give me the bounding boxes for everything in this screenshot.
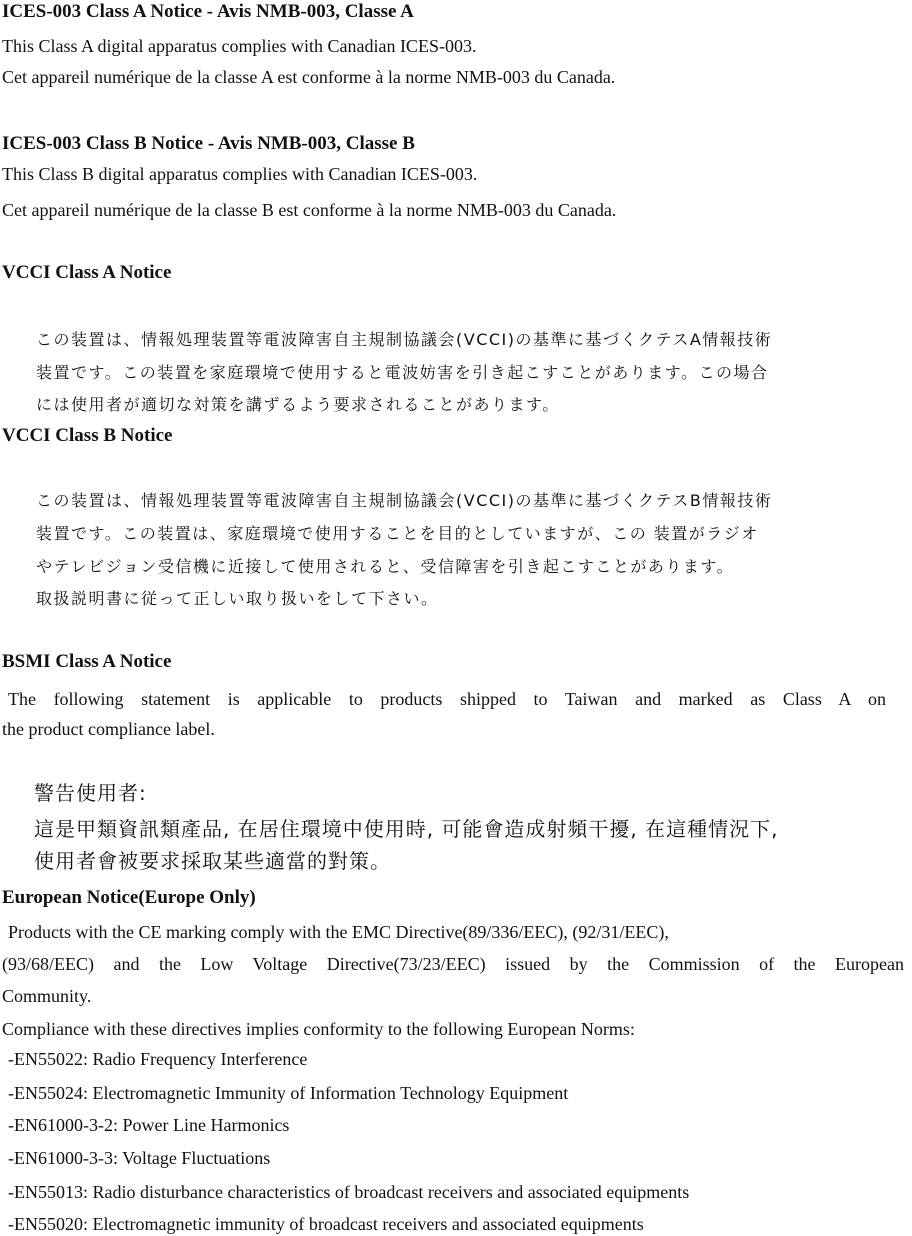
vcci-b-heading: VCCI Class B Notice <box>2 425 173 446</box>
europe-norm-item: -EN61000-3-2: Power Line Harmonics <box>8 1115 290 1135</box>
ices-b-heading: ICES-003 Class B Notice - Avis NMB-003, Classe B <box>2 133 415 154</box>
vcci-a-line: この装置は、情報処理装置等電波障害自主規制協議会(VCCI)の基準に基づくクテスA情報技術 <box>36 330 773 349</box>
bsmi-taiwan-warning: 使用者會被要求採取某些適當的對策。 <box>34 849 391 873</box>
vcci-b-line: 装置です。この装置は、家庭環境で使用することを目的としていますが、この 装置がラジオ <box>36 524 759 543</box>
bsmi-taiwan-warning: 警告使用者: <box>34 781 147 805</box>
europe-paragraph-line: Products with the CE marking comply with the EMC Directive(89/336/EEC), (92/31/EEC), <box>8 922 669 942</box>
vcci-b-line: やテレビジョン受信機に近接して使用されると、受信障害を引き起こすことがあります。 <box>36 557 735 576</box>
ices-a-heading: ICES-003 Class A Notice - Avis NMB-003, Classe A <box>2 1 414 22</box>
ices-a-english: This Class A digital apparatus complies with Canadian ICES-003. <box>2 36 477 56</box>
europe-paragraph-line: Community. <box>2 986 92 1006</box>
vcci-a-line: には使用者が適切な対策を講ずるよう要求されることがあります。 <box>36 395 560 414</box>
europe-heading: European Notice(Europe Only) <box>2 887 256 908</box>
europe-norm-item: -EN55022: Radio Frequency Interference <box>8 1049 308 1069</box>
vcci-a-line: 装置です。この装置を家庭環境で使用すると電波妨害を引き起こすことがあります。この場合 <box>36 363 769 382</box>
europe-norm-item: -EN55024: Electromagnetic Immunity of Information Technology Equipment <box>8 1083 569 1103</box>
europe-norm-item: -EN61000-3-3: Voltage Fluctuations <box>8 1148 271 1168</box>
europe-compliance-statement: Compliance with these directives implies conformity to the following European Norms: <box>2 1019 635 1039</box>
europe-norm-item: -EN55013: Radio disturbance characteristics of broadcast receivers and associated equipments <box>8 1182 690 1202</box>
ices-b-french: Cet appareil numérique de la classe B est conforme à la norme NMB-003 du Canada. <box>2 200 617 220</box>
bsmi-paragraph-line: The following statement is applicable to products shipped to Taiwan and marked as Class A on <box>8 689 886 709</box>
vcci-b-line: この装置は、情報処理装置等電波障害自主規制協議会(VCCI)の基準に基づくクテスB情報技術 <box>36 491 773 510</box>
europe-paragraph-line: (93/68/EEC) and the Low Voltage Directive(73/23/EEC) issued by the Commission of the European <box>2 954 904 974</box>
vcci-a-heading: VCCI Class A Notice <box>2 262 172 283</box>
bsmi-heading: BSMI Class A Notice <box>2 651 172 672</box>
vcci-b-line: 取扱説明書に従って正しい取り扱いをして下さい。 <box>36 589 439 608</box>
bsmi-taiwan-warning: 這是甲類資訊類產品, 在居住環境中使用時, 可能會造成射頻干擾, 在這種情況下, <box>34 817 779 841</box>
ices-b-english: This Class B digital apparatus complies with Canadian ICES-003. <box>2 164 478 184</box>
ices-a-french: Cet appareil numérique de la classe A est conforme à la norme NMB-003 du Canada. <box>2 67 616 87</box>
bsmi-paragraph-line: the product compliance label. <box>2 719 215 739</box>
europe-norm-item: -EN55020: Electromagnetic immunity of broadcast receivers and associated equipments <box>8 1214 644 1234</box>
